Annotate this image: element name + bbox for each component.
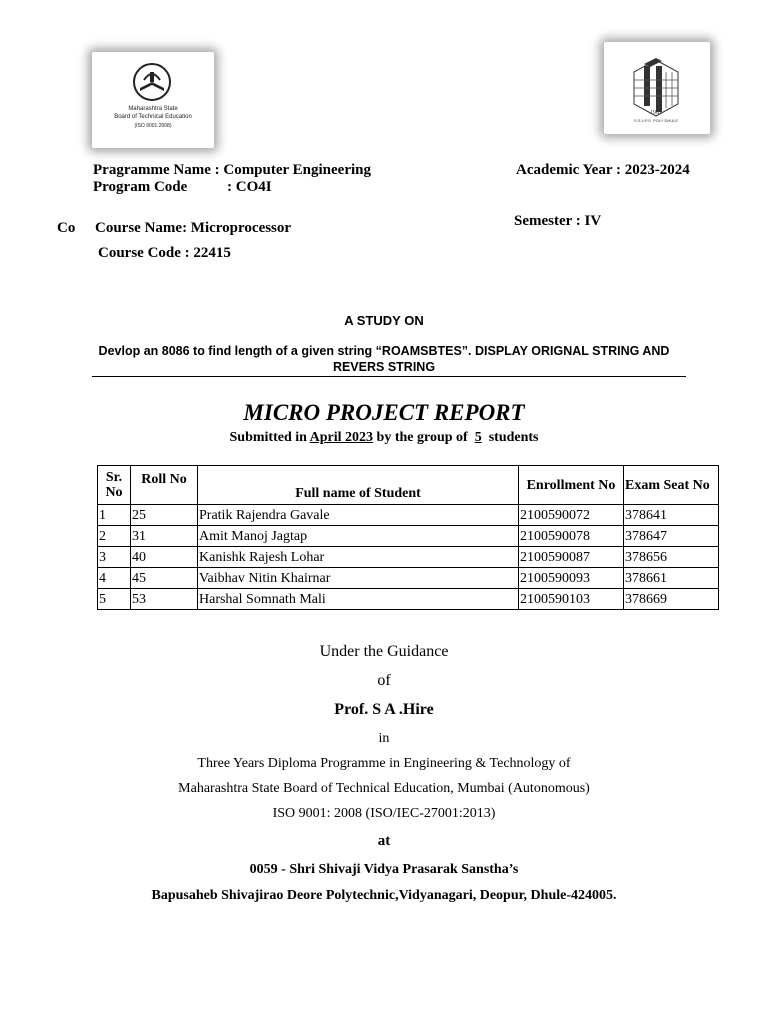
cell-enrollment: 2100590087 — [519, 547, 624, 568]
cell-seat: 378656 — [624, 547, 719, 568]
title-divider — [92, 376, 686, 377]
submitted-mid: by the group of — [376, 430, 468, 445]
guidance-line-2: of — [377, 672, 391, 689]
msbte-logo — [92, 52, 214, 148]
cell-enrollment: 2100590103 — [519, 589, 624, 610]
study-title-line-2: REVERS STRING — [332, 360, 436, 374]
group-count: 5 — [474, 430, 482, 445]
table-header-row — [98, 466, 719, 505]
cell-seat: 378641 — [624, 505, 719, 526]
polytechnic-emblem-icon — [604, 42, 710, 134]
cell-roll: 53 — [131, 589, 198, 610]
cell-sr: 1 — [98, 505, 131, 526]
iso-line: ISO 9001: 2008 (ISO/IEC-27001:2013) — [272, 806, 496, 821]
guidance-in: in — [378, 731, 390, 746]
logo-arc-text: S.S.V.P.S. POLY DHULE — [633, 118, 679, 123]
polytechnic-logo — [604, 42, 710, 134]
course-code: Course Code : 22415 — [98, 245, 231, 261]
msbte-emblem-icon — [132, 62, 172, 102]
cell-name: Kanishk Rajesh Lohar — [198, 547, 519, 568]
table-row — [98, 526, 719, 547]
submitted-line — [0, 430, 768, 446]
diploma-line: Three Years Diploma Programme in Engineering & Technology of — [197, 756, 571, 771]
course-name: Course Name: Microprocessor — [95, 220, 292, 236]
cell-roll: 45 — [131, 568, 198, 589]
col-exam-seat-no: Exam Seat No — [624, 466, 719, 505]
table-row — [98, 589, 719, 610]
cell-sr: 4 — [98, 568, 131, 589]
co-prefix: Co — [57, 220, 76, 236]
students-table — [97, 465, 719, 610]
institute-line-1: 0059 - Shri Shivaji Vidya Prasarak Sanstha’s — [249, 862, 519, 877]
submitted-prefix: Submitted in — [229, 430, 307, 445]
table-row — [98, 505, 719, 526]
cell-name: Vaibhav Nitin Khairnar — [198, 568, 519, 589]
cell-sr: 2 — [98, 526, 131, 547]
guidance-line-1: Under the Guidance — [319, 643, 449, 660]
cell-name: Harshal Somnath Mali — [198, 589, 519, 610]
cell-name: Pratik Rajendra Gavale — [198, 505, 519, 526]
study-heading: A STUDY ON — [344, 313, 424, 328]
submitted-month: April 2023 — [309, 430, 374, 445]
col-full-name: Full name of Student — [198, 466, 519, 505]
submitted-suffix: students — [488, 430, 539, 445]
cell-enrollment: 2100590093 — [519, 568, 624, 589]
cell-roll: 25 — [131, 505, 198, 526]
institute-line-2: Bapusaheb Shivajirao Deore Polytechnic,Vidyanagari, Deopur, Dhule-424005. — [151, 888, 617, 903]
cell-enrollment: 2100590072 — [519, 505, 624, 526]
logo-text-line-3: (ISO 9001:2008) — [134, 123, 172, 129]
cell-name: Amit Manoj Jagtap — [198, 526, 519, 547]
logo-text-line-1: Maharashtra State — [128, 106, 178, 112]
cell-seat: 378647 — [624, 526, 719, 547]
programme-name: Pragramme Name : Computer Engineering — [93, 162, 371, 178]
program-code-label: Program Code — [93, 179, 188, 195]
logo-year: 1981 — [650, 110, 662, 116]
cell-sr: 5 — [98, 589, 131, 610]
table-row — [98, 547, 719, 568]
col-roll-no: Roll No — [131, 466, 198, 505]
study-title-line-1: Devlop an 8086 to find length of a given string “ROAMSBTES”. DISPLAY ORIGNAL STRING AND — [98, 344, 670, 358]
semester: Semester : IV — [514, 213, 602, 229]
logo-text-line-2: Board of Technical Education — [114, 114, 192, 120]
cell-sr: 3 — [98, 547, 131, 568]
cell-roll: 40 — [131, 547, 198, 568]
board-line: Maharashtra State Board of Technical Education, Mumbai (Autonomous) — [178, 781, 590, 796]
cell-enrollment: 2100590078 — [519, 526, 624, 547]
col-enrollment-no: Enrollment No — [519, 466, 624, 505]
guide-name: Prof. S A .Hire — [334, 701, 434, 718]
report-title: MICRO PROJECT REPORT — [243, 400, 525, 425]
at-line: at — [377, 833, 391, 849]
program-code-value: : CO4I — [227, 179, 272, 195]
cell-seat: 378661 — [624, 568, 719, 589]
cell-seat: 378669 — [624, 589, 719, 610]
cell-roll: 31 — [131, 526, 198, 547]
col-sr-no: Sr. No — [98, 466, 131, 505]
academic-year: Academic Year : 2023-2024 — [516, 162, 690, 178]
table-row — [98, 568, 719, 589]
